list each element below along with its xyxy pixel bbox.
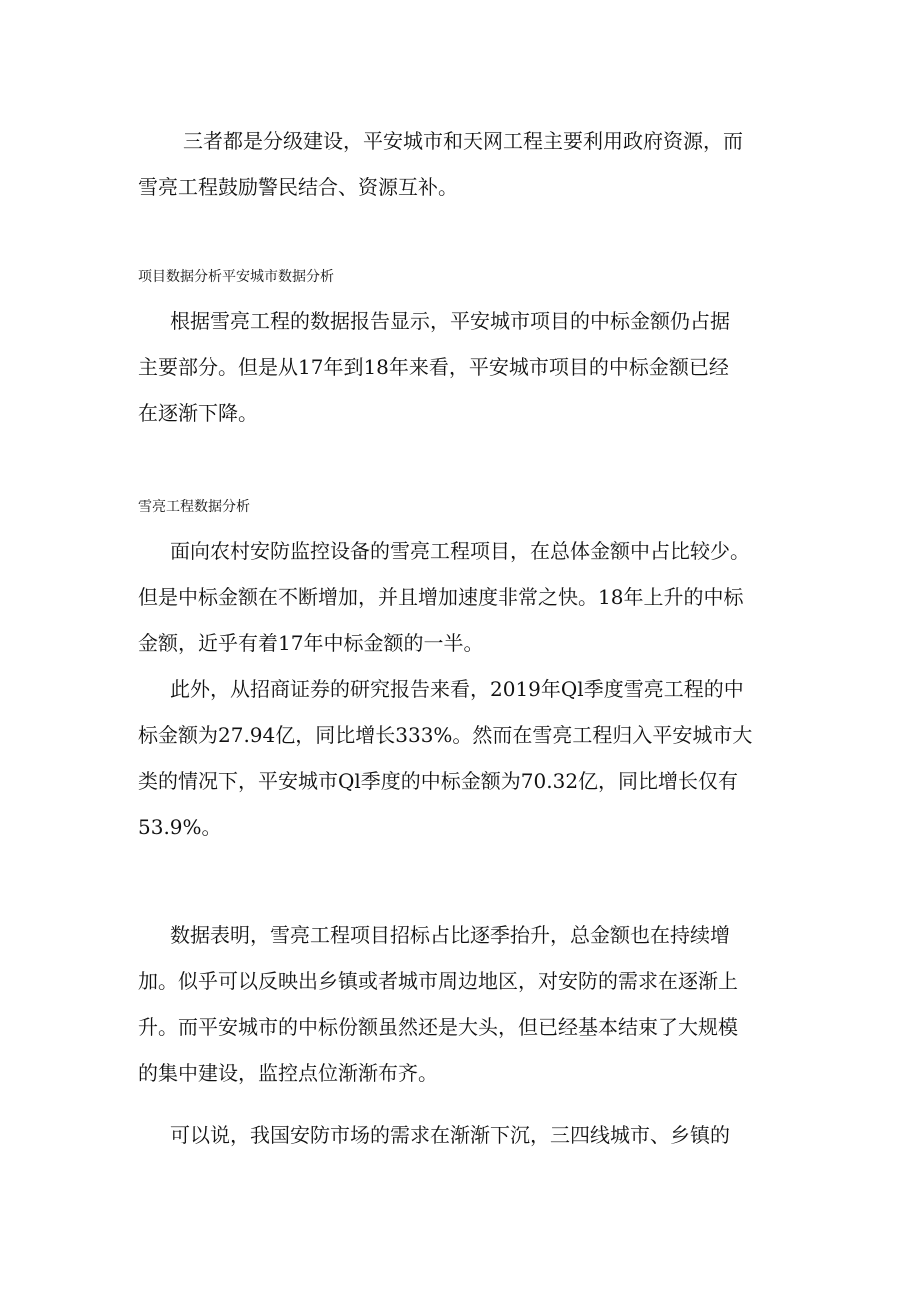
paragraph-4-line-2: 标金额为27.94亿，同比增长333%。然而在雪亮工程归入平安城市大 bbox=[138, 723, 753, 747]
paragraph-3-line-1: 面向农村安防监控设备的雪亮工程项目，在总体金额中占比较少。 bbox=[170, 539, 750, 563]
paragraph-3-line-3: 金额，近乎有着17年中标金额的一半。 bbox=[138, 631, 484, 655]
paragraph-6 bbox=[138, 1112, 798, 1158]
paragraph-5 bbox=[138, 912, 798, 1096]
paragraph-5-line-2: 加。似乎可以反映出乡镇或者城市周边地区，对安防的需求在逐渐上 bbox=[138, 969, 738, 993]
paragraph-3-line-2: 但是中标金额在不断增加，并且增加速度非常之快。18年上升的中标 bbox=[138, 585, 744, 609]
paragraph-1 bbox=[138, 118, 798, 210]
paragraph-4-line-1: 此外，从招商证券的研究报告来看，2019年Ql季度雪亮工程的中 bbox=[170, 677, 744, 701]
paragraph-2 bbox=[138, 298, 798, 436]
section-heading-project-data: 项目数据分析平安城市数据分析 bbox=[138, 269, 334, 285]
paragraph-5-line-4: 的集中建设，监控点位渐渐布齐。 bbox=[138, 1061, 438, 1085]
section-heading-xueliang-data: 雪亮工程数据分析 bbox=[138, 499, 250, 515]
paragraph-3 bbox=[138, 528, 798, 666]
paragraph-6-line-1: 可以说，我国安防市场的需求在渐渐下沉，三四线城市、乡镇的 bbox=[170, 1123, 730, 1147]
paragraph-1-line-1: 三者都是分级建设，平安城市和天网工程主要利用政府资源，而 bbox=[183, 129, 743, 153]
paragraph-5-line-3: 升。而平安城市的中标份额虽然还是大头，但已经基本结束了大规模 bbox=[138, 1015, 738, 1039]
paragraph-4-line-4: 53.9%。 bbox=[138, 815, 222, 839]
paragraph-2-line-2: 主要部分。但是从17年到18年来看，平安城市项目的中标金额已经 bbox=[138, 355, 729, 379]
paragraph-4-line-3: 类的情况下，平安城市Ql季度的中标金额为70.32亿，同比增长仅有 bbox=[138, 769, 739, 793]
paragraph-2-line-3: 在逐渐下降。 bbox=[138, 401, 258, 425]
paragraph-2-line-1: 根据雪亮工程的数据报告显示，平安城市项目的中标金额仍占据 bbox=[170, 309, 730, 333]
paragraph-1-line-2: 雪亮工程鼓励警民结合、资源互补。 bbox=[138, 175, 458, 199]
paragraph-5-line-1: 数据表明，雪亮工程项目招标占比逐季抬升，总金额也在持续增 bbox=[170, 923, 730, 947]
paragraph-4 bbox=[138, 666, 798, 850]
